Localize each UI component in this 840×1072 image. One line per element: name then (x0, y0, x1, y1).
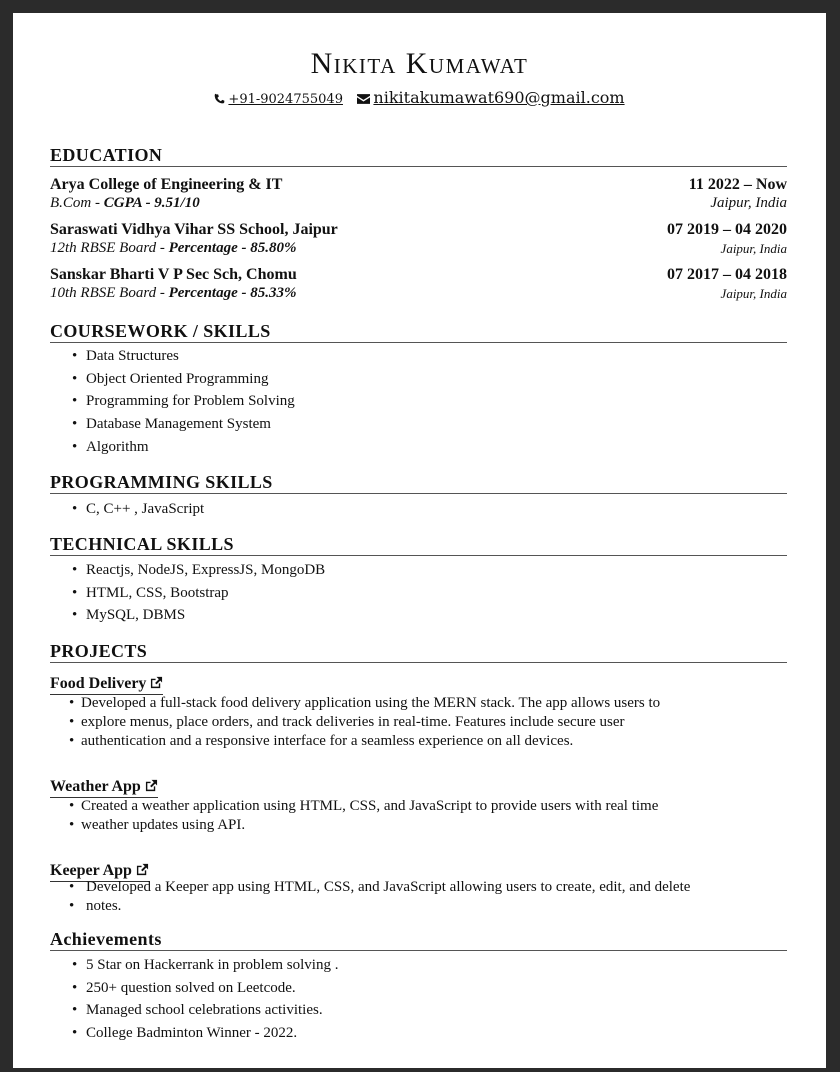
list-item: • HTML, CSS, Bootstrap (50, 582, 325, 605)
score: Percentage - 85.80% (168, 240, 297, 256)
list-item: • Programming for Problem Solving (50, 390, 295, 413)
degree: B.Com - (50, 195, 104, 211)
project-line-cont (50, 816, 790, 835)
education-entry (50, 220, 338, 258)
education-meta (689, 175, 787, 213)
list-item: • Object Oriented Programming (50, 368, 295, 391)
project-description (50, 797, 790, 835)
external-link-icon[interactable] (145, 778, 158, 797)
project-line: explore menus, place orders, and track deliveries in real-time. Features include secure user (81, 714, 625, 730)
resume-page (13, 13, 826, 1068)
project-description (50, 694, 790, 751)
project-title[interactable] (50, 777, 158, 798)
section-achievements-title: Achievements (50, 928, 787, 951)
list-item: • Algorithm (50, 436, 295, 459)
institution-name: Saraswati Vidhya Vihar SS School, Jaipur (50, 221, 338, 238)
degree: 10th RBSE Board - (50, 285, 169, 301)
project-line-cont (50, 732, 790, 751)
list-item: • Reactjs, NodeJS, ExpressJS, MongoDB (50, 559, 325, 582)
dates: 07 2019 – 04 2020 (667, 221, 787, 238)
project-line: • Developed a Keeper app using HTML, CSS, and JavaScript allowing users to create, edit, and delete (50, 878, 790, 897)
list-item: • 5 Star on Hackerrank in problem solving . (50, 954, 338, 977)
project-description (50, 878, 790, 916)
location: Jaipur, India (710, 195, 787, 211)
phone-icon (214, 91, 228, 107)
project-title-text[interactable]: Food Delivery (50, 675, 147, 692)
list-item: • MySQL, DBMS (50, 604, 325, 627)
project-line: • Created a weather application using HTML, CSS, and JavaScript to provide users with real time (50, 797, 790, 816)
section-projects-title: PROJECTS (50, 640, 787, 663)
degree: 12th RBSE Board - (50, 240, 169, 256)
phone-link[interactable]: +91-9024755049 (228, 92, 343, 107)
location: Jaipur, India (720, 241, 787, 256)
institution-name: Sanskar Bharti V P Sec Sch, Chomu (50, 266, 297, 283)
list-item: • 250+ question solved on Leetcode. (50, 977, 338, 1000)
section-coursework-title: COURSEWORK / SKILLS (50, 320, 787, 343)
list-item: • Database Management System (50, 413, 295, 436)
section-education-title: EDUCATION (50, 144, 787, 167)
score: Percentage - 85.33% (168, 285, 297, 301)
project-line: weather updates using API. (81, 817, 246, 833)
contact-line (13, 88, 826, 107)
project-line: notes. (86, 898, 122, 914)
list-item: • Data Structures (50, 345, 295, 368)
project-title-text[interactable]: Weather App (50, 778, 141, 795)
list-item: • Managed school celebrations activities. (50, 999, 338, 1022)
project-line: • Developed a full-stack food delivery application using the MERN stack. The app allows users to (50, 694, 790, 713)
email-link[interactable]: nikitakumawat690@gmail.com (373, 88, 625, 107)
education-entry (50, 265, 297, 303)
section-technical-title: TECHNICAL SKILLS (50, 533, 787, 556)
project-line: authentication and a responsive interface for a seamless experience on all devices. (81, 733, 574, 749)
section-programming-title: PROGRAMMING SKILLS (50, 471, 787, 494)
project-line-cont (50, 897, 790, 916)
institution-name: Arya College of Engineering & IT (50, 176, 283, 193)
programming-list (50, 498, 204, 521)
project-title[interactable] (50, 674, 163, 695)
education-meta (667, 220, 787, 258)
coursework-list (50, 345, 295, 459)
score: CGPA - 9.51/10 (103, 195, 200, 211)
envelope-icon (357, 91, 373, 107)
education-meta (667, 265, 787, 303)
education-entry (50, 175, 282, 213)
dates: 11 2022 – Now (688, 176, 787, 193)
achievements-list (50, 954, 338, 1045)
project-line-cont (50, 713, 790, 732)
dates: 07 2017 – 04 2018 (667, 266, 787, 283)
list-item: • College Badminton Winner - 2022. (50, 1022, 338, 1045)
list-item: • C, C++ , JavaScript (50, 498, 204, 521)
candidate-name: Nikita Kumawat (310, 47, 529, 80)
project-title-text[interactable]: Keeper App (50, 862, 132, 879)
external-link-icon[interactable] (150, 675, 163, 694)
location: Jaipur, India (720, 286, 787, 301)
technical-list (50, 559, 325, 627)
